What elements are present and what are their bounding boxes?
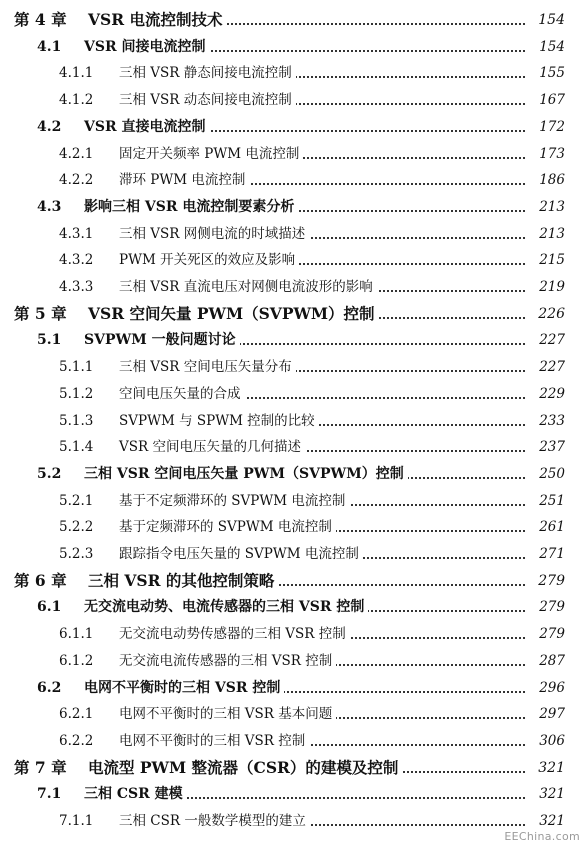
toc-entry-title: 三相 VSR 的其他控制策略	[88, 569, 278, 593]
toc-entry	[0, 756, 584, 780]
toc-entry-number: 5.1.3	[59, 412, 94, 429]
toc-entry-number: 6.1	[37, 599, 62, 616]
toc-entry-page: 213	[536, 222, 565, 246]
toc-entry	[0, 275, 584, 299]
toc-entry-page: 250	[536, 462, 565, 486]
toc-entry-number: 5.1	[37, 332, 62, 349]
toc-entry-title: SVPWM 与 SPWM 控制的比较	[119, 409, 319, 433]
toc-entry	[0, 462, 584, 486]
toc-entry-number: 4.1.1	[59, 65, 94, 82]
toc-entry-number: 6.2	[37, 679, 62, 696]
toc-entry-title: 三相 VSR 网侧电流的时域描述	[119, 222, 309, 246]
toc-entry-number: 4.1.2	[59, 92, 94, 109]
toc-entry	[0, 729, 584, 753]
toc-entry	[0, 569, 584, 593]
toc-entry-title: PWM 开关死区的效应及影响	[119, 248, 299, 272]
toc-entry-title: 三相 VSR 动态间接电流控制	[119, 88, 296, 112]
toc-entry-title: 基于不定频滞环的 SVPWM 电流控制	[119, 489, 349, 513]
toc-entry-page: 321	[536, 809, 565, 833]
toc-entry-title: 三相 CSR 一般数学模型的建立	[119, 809, 310, 833]
toc-entry-title: 基于定频滞环的 SVPWM 电流控制	[119, 515, 336, 539]
toc-entry-number: 5.2	[37, 465, 62, 482]
toc-entry-number: 5.2.2	[59, 519, 94, 536]
toc-entry	[0, 409, 584, 433]
toc-entry-title: 空间电压矢量的合成	[119, 382, 245, 406]
toc-entry-title: VSR 间接电流控制	[84, 35, 209, 59]
toc-entry-number: 6.2.1	[59, 706, 94, 723]
toc-entry-page: 173	[536, 142, 565, 166]
toc-entry-title: 电网不平衡时的三相 VSR 控制	[119, 729, 309, 753]
toc-entry-number: 4.2.2	[59, 172, 94, 189]
toc-entry-page: 321	[535, 756, 565, 780]
toc-entry-page: 271	[536, 542, 565, 566]
toc-entry	[0, 355, 584, 379]
toc-entry-number: 5.1.2	[59, 385, 94, 402]
toc-entry-page: 215	[536, 248, 565, 272]
toc-entry-page: 233	[536, 409, 565, 433]
toc-entry-title: 无交流电动势、电流传感器的三相 VSR 控制	[84, 595, 368, 619]
toc-entry-number: 6.1.2	[59, 652, 94, 669]
toc-entry-title: VSR 电流控制技术	[88, 8, 227, 32]
toc-entry-number: 6.1.1	[59, 626, 94, 643]
toc-entry-title: VSR 空间电压矢量的几何描述	[119, 435, 305, 459]
toc-entry-title: 影响三相 VSR 电流控制要素分析	[84, 195, 298, 219]
toc-entry-number: 4.3.2	[59, 252, 94, 269]
watermark: EEChina.com	[504, 830, 580, 843]
toc-entry	[0, 222, 584, 246]
toc-entry-title: 三相 CSR 建模	[84, 782, 187, 806]
toc-entry	[0, 168, 584, 192]
toc-entry	[0, 8, 584, 32]
toc-entry-title: 三相 VSR 空间电压矢量 PWM（SVPWM）控制	[84, 462, 408, 486]
toc-entry	[0, 649, 584, 673]
toc-entry-page: 213	[536, 195, 565, 219]
toc-entry-page: 154	[536, 35, 565, 59]
toc-entry-page: 219	[536, 275, 565, 299]
toc-entry	[0, 809, 584, 833]
toc-entry-title: 电流型 PWM 整流器（CSR）的建模及控制	[88, 756, 402, 780]
toc-entry	[0, 248, 584, 272]
toc-entry-title: 固定开关频率 PWM 电流控制	[119, 142, 303, 166]
toc-entry-title: 电网不平衡时的三相 VSR 控制	[84, 676, 284, 700]
toc-entry-page: 279	[536, 622, 565, 646]
toc-entry-number: 第 5 章	[14, 303, 67, 323]
toc-entry-page: 237	[536, 435, 565, 459]
toc-entry-page: 306	[536, 729, 565, 753]
toc-entry-page: 297	[536, 702, 565, 726]
toc-entry	[0, 782, 584, 806]
toc-entry-title: 跟踪指令电压矢量的 SVPWM 电流控制	[119, 542, 363, 566]
toc-entry-title: 三相 VSR 直流电压对网侧电流波形的影响	[119, 275, 377, 299]
toc-entry-page: 227	[536, 328, 565, 352]
toc-entry-page: 155	[536, 61, 565, 85]
toc-entry-number: 第 6 章	[14, 570, 67, 590]
toc-entry-page: 172	[536, 115, 565, 139]
toc-entry-page: 229	[536, 382, 565, 406]
toc-entry-number: 7.1.1	[59, 813, 94, 829]
toc-entry-number: 4.1	[37, 38, 62, 55]
toc-entry-title: VSR 空间矢量 PWM（SVPWM）控制	[88, 302, 379, 326]
toc-entry	[0, 115, 584, 139]
toc-entry-page: 261	[536, 515, 565, 539]
toc-entry-title: 无交流电动势传感器的三相 VSR 控制	[119, 622, 350, 646]
toc-entry-page: 167	[536, 88, 565, 112]
toc-entry	[0, 489, 584, 513]
toc-entry	[0, 435, 584, 459]
toc-entry-number: 4.2	[37, 118, 62, 135]
toc-entry-page: 226	[535, 302, 565, 326]
toc-entry-number: 5.1.1	[59, 359, 94, 376]
toc-entry	[0, 142, 584, 166]
toc-entry	[0, 35, 584, 59]
toc-entry-title: VSR 直接电流控制	[84, 115, 209, 139]
toc-entry	[0, 622, 584, 646]
toc-entry	[0, 515, 584, 539]
toc-entry-number: 4.3	[37, 198, 62, 215]
toc-entry-page: 279	[535, 569, 565, 593]
toc-entry-page: 279	[536, 595, 565, 619]
toc-entry-number: 4.3.1	[59, 225, 94, 242]
toc-entry-title: 三相 VSR 静态间接电流控制	[119, 61, 296, 85]
toc-entry-number: 第 7 章	[14, 757, 67, 777]
toc-entry	[0, 195, 584, 219]
toc-entry-page: 227	[536, 355, 565, 379]
toc-entry-number: 5.1.4	[59, 439, 94, 456]
toc-entry-page: 154	[535, 8, 565, 32]
toc-entry	[0, 595, 584, 619]
toc-entry-page: 186	[536, 168, 565, 192]
toc-entry	[0, 676, 584, 700]
toc-entry	[0, 302, 584, 326]
toc-entry-number: 7.1	[37, 786, 62, 803]
toc-entry-title: 滞环 PWM 电流控制	[119, 168, 249, 192]
toc-entry	[0, 702, 584, 726]
toc-entry	[0, 61, 584, 85]
toc-entry	[0, 542, 584, 566]
toc-entry-number: 5.2.1	[59, 492, 94, 509]
toc-entry-number: 4.3.3	[59, 279, 94, 295]
toc-entry	[0, 88, 584, 112]
toc-entry	[0, 328, 584, 352]
toc-entry-title: 无交流电流传感器的三相 VSR 控制	[119, 649, 336, 673]
toc-entry	[0, 382, 584, 406]
toc-entry-number: 4.2.1	[59, 145, 94, 162]
toc-entry-number: 第 4 章	[14, 10, 67, 29]
toc-entry-number: 6.2.2	[59, 732, 94, 749]
toc-entry-page: 321	[536, 782, 565, 806]
toc-entry-page: 296	[536, 676, 565, 700]
toc-entry-page: 251	[536, 489, 565, 513]
toc-entry-page: 287	[536, 649, 565, 673]
toc-entry-title: SVPWM 一般问题讨论	[84, 328, 240, 352]
toc-entry-number: 5.2.3	[59, 546, 94, 562]
toc-entry-title: 电网不平衡时的三相 VSR 基本问题	[119, 702, 336, 726]
toc-entry-title: 三相 VSR 空间电压矢量分布	[119, 355, 296, 379]
